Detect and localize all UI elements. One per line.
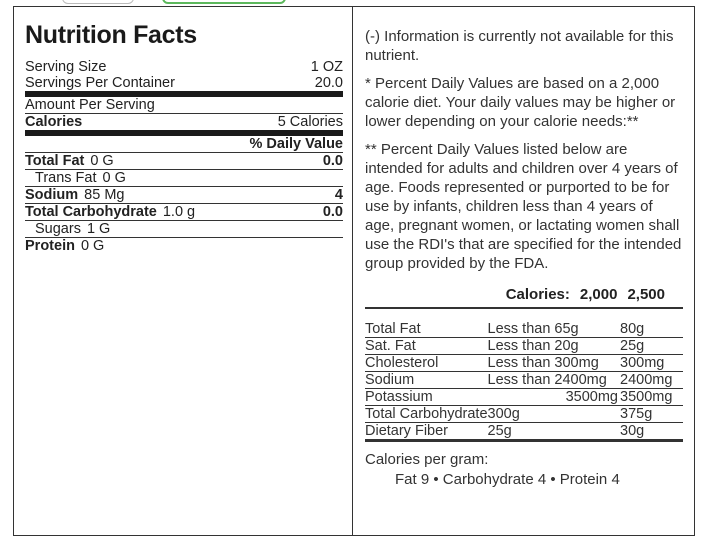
table-cell-2000: Less than 65g [488,309,620,338]
nutrient-amount: 0 G [90,153,114,169]
calories-header-label: Calories: [505,286,570,303]
table-cell-name: Potassium [365,389,488,406]
table-cell-name: Total Carbohydrate [365,406,488,422]
nutrition-facts-column [14,7,353,535]
nutrient-amount: 0 G [80,238,105,254]
table-cell-name: Sodium [365,372,488,389]
table-cell-2500: 25g [620,338,683,355]
table-cell-2500: 3500mg [620,389,683,406]
table-cell-2500: 300mg [620,355,683,372]
table-row [365,309,683,338]
nutrient-amount: 85 Mg [84,187,125,203]
serving-size-row [25,59,343,75]
table-cell-name: Cholesterol [365,355,488,372]
nutrient-row-protein [25,238,343,254]
table-row [365,423,683,441]
calories-header-row [365,285,683,309]
table-cell-name: Dietary Fiber [365,423,488,441]
servings-label: Servings Per Container [25,75,175,91]
nutrient-dv: 0.0 [322,153,343,169]
nutrient-label: Total Carbohydrate [25,204,157,220]
table-cell-2000: 300g [488,406,620,423]
table-cell-2500: 2400mg [620,372,683,389]
nutrient-label: Total Fat [25,153,85,169]
nutrient-dv: 4 [334,187,343,203]
amount-per-serving-label: Amount Per Serving [25,97,155,113]
daily-value-header: % Daily Value [249,136,343,152]
calories-label: Calories [25,114,83,130]
nutrient-label: Sugars [35,221,81,237]
amount-per-serving-row [25,97,343,114]
nutrition-facts-label [25,59,343,254]
table-row [365,372,683,389]
calories-value: 5 Calories [277,114,343,130]
nutrient-label: Trans Fat [35,170,97,186]
calories-header-2000: 2,000 [579,286,618,303]
daily-values-rows [365,309,683,442]
servings-value: 20.0 [314,75,343,91]
nutrition-facts-title: Nutrition Facts [25,21,197,49]
nutrient-row-sodium [25,187,343,204]
table-cell-2000: Less than 2400mg [488,372,620,389]
calories-row [25,114,343,136]
table-cell-2000: Less than 300mg [488,355,620,372]
servings-row [25,75,343,97]
table-cell-2000: 3500mg [488,389,620,406]
nutrient-row-sugars [25,221,343,238]
table-cell-2000: 25g [488,423,620,441]
table-row [365,389,683,406]
serving-size-label: Serving Size [25,59,107,75]
nutrient-row-total-carbohydrate [25,204,343,221]
table-cell-2000: Less than 20g [488,338,620,355]
table-row [365,338,683,355]
serving-size-value: 1 OZ [310,59,343,75]
nutrient-amount: 0 G [102,170,126,186]
table-row [365,355,683,372]
nutrient-dv: 0.0 [322,204,343,220]
calories-per-gram [365,450,694,490]
top-tab-left[interactable] [62,0,134,4]
table-cell-name: Sat. Fat [365,338,488,355]
nutrient-amount: 1.0 g [162,204,196,220]
calories-header-2500: 2,500 [627,286,665,303]
calories-per-gram-values: Fat 9 • Carbohydrate 4 • Protein 4 [395,471,620,488]
table-cell-name: Total Fat [365,309,488,338]
pdv-note: * Percent Daily Values are based on a 2,000 calorie diet. Your daily values may be higher or lower depending on your calorie needs:** [365,75,676,130]
table-cell-2500: 375g [620,406,683,423]
daily-value-header-row [25,136,343,153]
calories-per-gram-label: Calories per gram: [365,451,489,468]
nutrient-row-trans-fat [25,170,343,187]
top-tab-active[interactable] [162,0,286,4]
info-note: (-) Information is currently not available for this nutrient. [365,28,674,64]
notes-column [353,7,694,535]
nutrition-panel [13,6,695,536]
nutrient-label: Sodium [25,187,79,203]
nutrient-label: Protein [25,238,75,254]
pdv-footnote: ** Percent Daily Values listed below are intended for adults and children over 4 years of age. Foods represented or purported to be for use by infants, children less than 4 years of age, pregnant women, or lactating women shall use the RDI's that are specified for the intended group provided by the FDA. [365,141,682,272]
table-cell-2500: 30g [620,423,683,441]
nutrient-row-total-fat [25,153,343,170]
table-row [365,406,683,423]
nutrient-amount: 1 G [86,221,111,237]
daily-values-table [365,285,683,442]
table-cell-2500: 80g [620,309,683,338]
